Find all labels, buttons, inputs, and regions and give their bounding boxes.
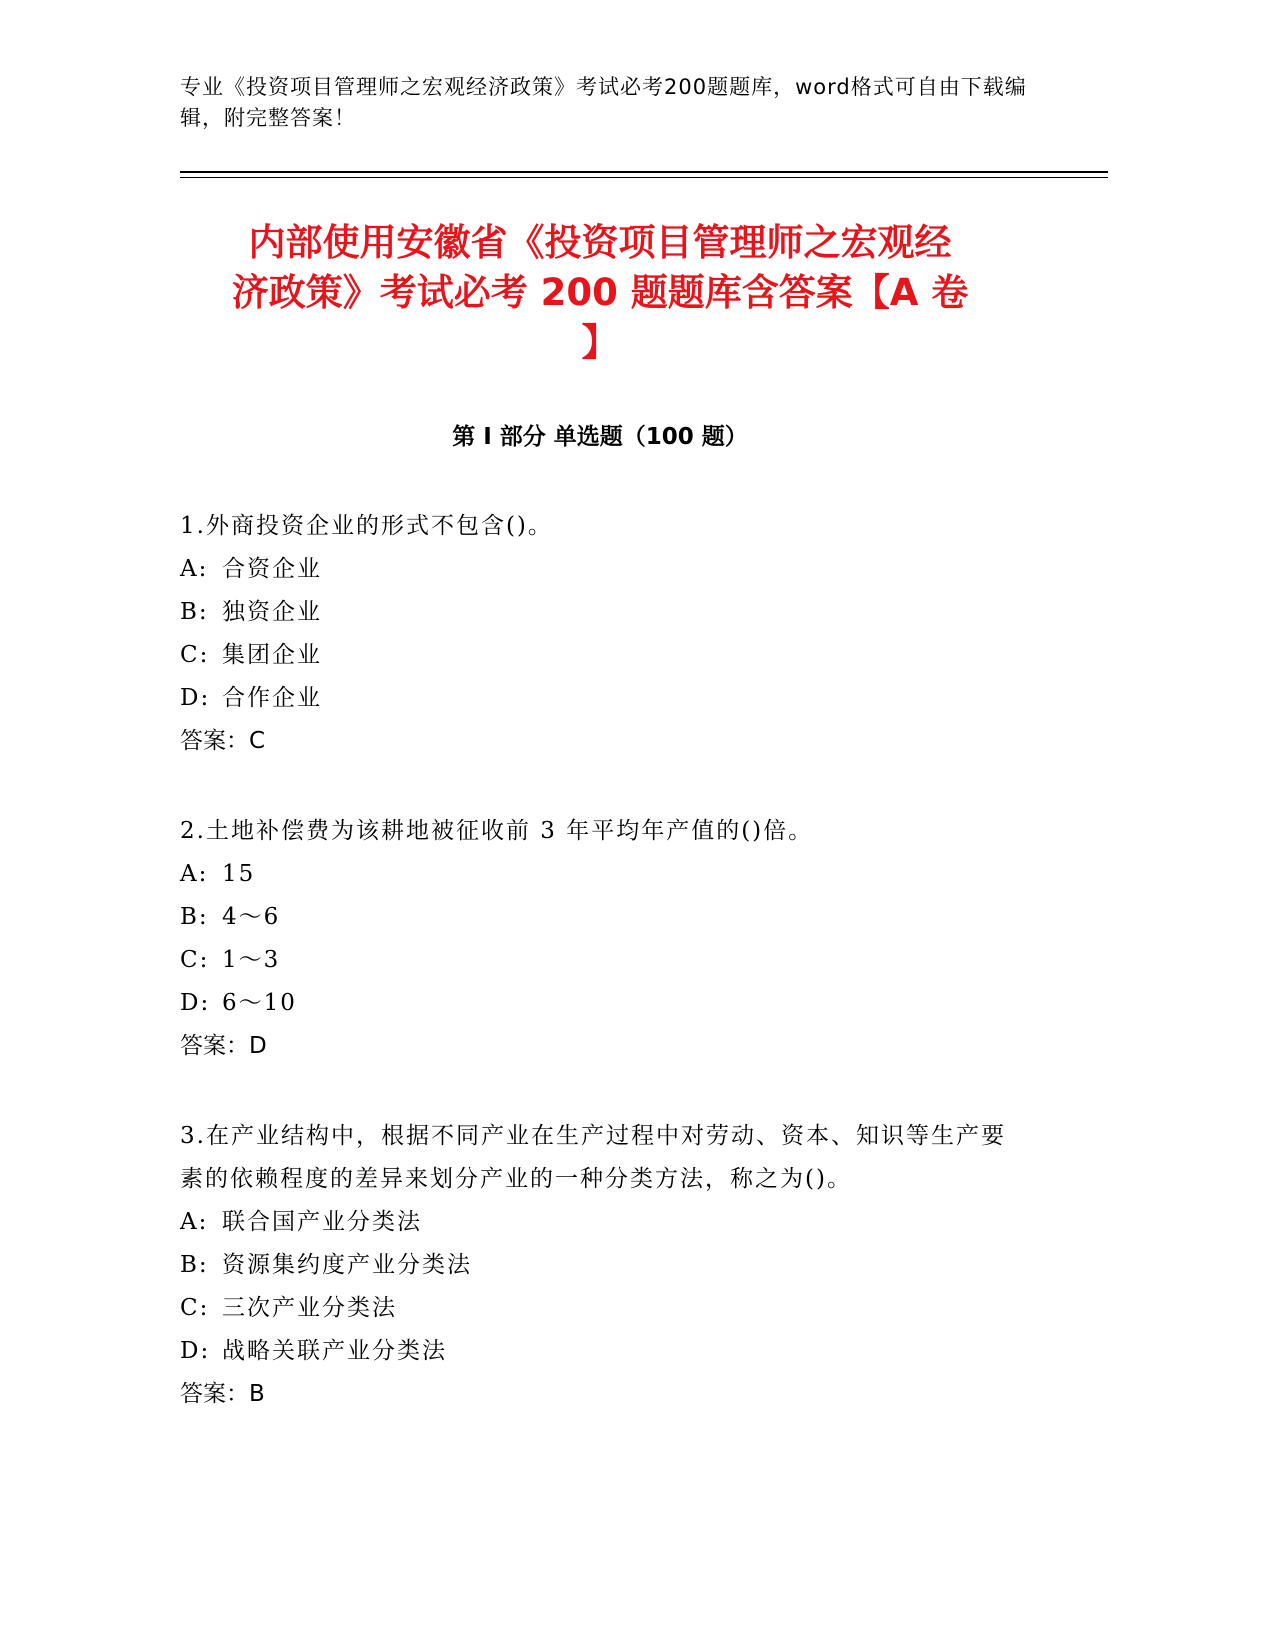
option-key: A: (180, 1209, 209, 1235)
option-c (180, 634, 1030, 677)
option-text: 6～10 (222, 990, 297, 1016)
option-d (180, 677, 1030, 720)
option-key: C: (180, 1295, 210, 1321)
option-key: D: (180, 990, 211, 1016)
document-title (180, 218, 1020, 368)
option-b (180, 591, 1030, 634)
option-c (180, 939, 1030, 982)
option-key: B: (180, 599, 209, 625)
header-note: 专业《投资项目管理师之宏观经济政策》考试必考200题题库，word格式可自由下载编辑，附完整答案！ (180, 75, 1027, 130)
option-text: 资源集约度产业分类法 (222, 1252, 472, 1278)
option-text: 集团企业 (222, 642, 322, 668)
answer: 答案：D (180, 1033, 267, 1059)
option-a (180, 853, 1030, 896)
option-text: 15 (222, 861, 256, 887)
option-a (180, 1201, 1030, 1244)
question-stem: 2.土地补偿费为该耕地被征收前 3 年平均年产值的()倍。 (180, 818, 814, 844)
option-b (180, 1244, 1030, 1287)
option-text: 三次产业分类法 (222, 1295, 397, 1321)
option-key: B: (180, 1252, 209, 1278)
option-text: 独资企业 (222, 599, 322, 625)
option-c (180, 1287, 1030, 1330)
section-title: 第 I 部分 单选题（100 题） (452, 424, 748, 450)
option-text: 战略关联产业分类法 (222, 1338, 447, 1364)
document-title-line-3: 】 (581, 321, 619, 364)
option-key: D: (180, 1338, 211, 1364)
header-divider-thick (180, 171, 1108, 173)
option-d (180, 982, 1030, 1025)
option-key: B: (180, 904, 209, 930)
option-key: A: (180, 556, 209, 582)
document-title-line-1: 内部使用安徽省《投资项目管理师之宏观经 (248, 221, 952, 264)
option-a (180, 548, 1030, 591)
option-key: D: (180, 685, 211, 711)
question-2 (180, 810, 1030, 1068)
option-text: 合资企业 (222, 556, 322, 582)
header-divider-thin (180, 177, 1108, 178)
document-title-line-2: 济政策》考试必考 200 题题库含答案【A 卷 (231, 271, 969, 314)
question-1 (180, 505, 1030, 763)
option-b (180, 896, 1030, 939)
option-d (180, 1330, 1030, 1373)
question-3 (180, 1115, 1030, 1416)
option-key: C: (180, 642, 210, 668)
option-text: 1～3 (222, 947, 281, 973)
question-stem: 1.外商投资企业的形式不包含()。 (180, 513, 553, 539)
option-text: 4～6 (222, 904, 281, 930)
option-key: A: (180, 861, 209, 887)
option-text: 合作企业 (222, 685, 322, 711)
option-key: C: (180, 947, 210, 973)
answer: 答案：B (180, 1381, 265, 1407)
option-text: 联合国产业分类法 (222, 1209, 422, 1235)
question-stem: 3.在产业结构中，根据不同产业在生产过程中对劳动、资本、知识等生产要素的依赖程度的差异来划分产业的一种分类方法，称之为()。 (180, 1123, 1006, 1192)
answer: 答案：C (180, 728, 266, 754)
question-list (180, 505, 1030, 1463)
